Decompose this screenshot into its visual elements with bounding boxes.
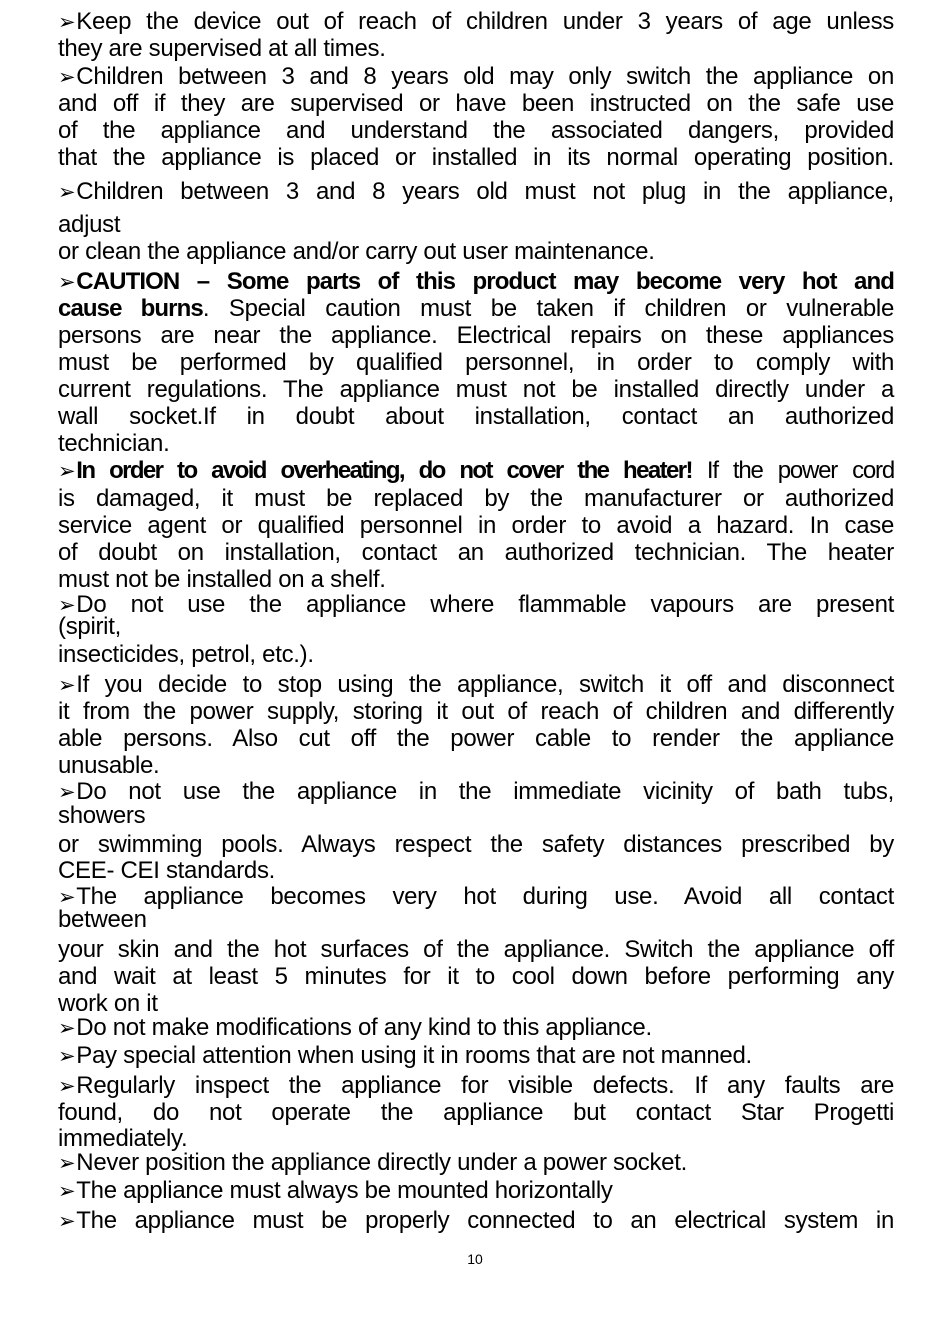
bullet-line [58, 63, 894, 91]
text-line: Pay special attention when using it in rooms that are not manned. [76, 1042, 752, 1069]
bullet-line [58, 1177, 894, 1205]
text-line: or swimming pools. Always respect the safety distances prescribed by [58, 831, 894, 858]
arrow-bullet-icon: ➢ [58, 885, 76, 909]
text-line: it from the power supply, storing it out of reach of children and differently [58, 698, 894, 725]
bullet-line [58, 1042, 894, 1070]
text-line: Never position the appliance directly under a power socket. [76, 1149, 687, 1176]
bullet-line [58, 671, 894, 699]
text-line: persons are near the appliance. Electrical repairs on these appliances [58, 322, 894, 349]
text-line: or clean the appliance and/or carry out user maintenance. [58, 238, 655, 265]
page-number: 10 [467, 1251, 483, 1267]
text-line: able persons. Also cut off the power cable to render the appliance [58, 725, 894, 752]
text-line: must be performed by qualified personnel, in order to comply with [58, 349, 894, 376]
text-line: and off if they are supervised or have been instructed on the safe use [58, 90, 894, 117]
arrow-bullet-icon: ➢ [58, 459, 76, 483]
text-line: wall socket.If in doubt about installation, contact an authorized [58, 403, 894, 430]
text-line: unusable. [58, 752, 160, 779]
text-line: If you decide to stop using the appliance, switch it off and disconnect [76, 671, 894, 698]
arrow-bullet-icon: ➢ [58, 593, 76, 617]
text-line: and wait at least 5 minutes for it to cool down before performing any [58, 963, 894, 990]
text-line: current regulations. The appliance must not be installed directly under a [58, 376, 894, 403]
text-line: that the appliance is placed or installed in its normal operating position. [58, 144, 894, 171]
text-line: service agent or qualified personnel in order to avoid a hazard. In case [58, 512, 894, 539]
arrow-bullet-icon: ➢ [58, 65, 76, 89]
text-line: Do not make modifications of any kind to this appliance. [76, 1014, 652, 1041]
text-line: work on it [58, 990, 158, 1017]
arrow-bullet-icon: ➢ [58, 270, 76, 294]
text-line: insecticides, petrol, etc.). [58, 641, 314, 668]
text-line: Do not use the appliance where flammable vapours are present [76, 591, 894, 618]
text-line: of the appliance and understand the associated dangers, provided [58, 117, 894, 144]
bullet-line [58, 457, 894, 485]
text-line: The appliance must be properly connected to an electrical system in [76, 1207, 894, 1234]
text-line [58, 295, 894, 323]
text-line: Keep the device out of reach of children under 3 years of age unless [76, 8, 894, 35]
bullet-line [58, 178, 894, 206]
text-line: Do not use the appliance in the immediate vicinity of bath tubs, [76, 778, 894, 805]
arrow-bullet-icon: ➢ [58, 1074, 76, 1098]
overheating-warning: In order to avoid overheating, do not cover the heater! [76, 457, 692, 484]
text-line: technician. [58, 430, 170, 457]
arrow-bullet-icon: ➢ [58, 1016, 76, 1040]
arrow-bullet-icon: ➢ [58, 1209, 76, 1233]
bullet-line [58, 8, 894, 36]
text-line: of doubt on installation, contact an authorized technician. The heater [58, 539, 894, 566]
caution-heading-end: cause burns [58, 295, 203, 322]
arrow-bullet-icon: ➢ [58, 10, 76, 34]
arrow-bullet-icon: ➢ [58, 780, 76, 804]
text-line: between [58, 906, 147, 933]
bullet-line [58, 1072, 894, 1100]
text-line: adjust [58, 211, 121, 238]
text-line: showers [58, 802, 146, 829]
text-line: The appliance must always be mounted horizontally [76, 1177, 613, 1204]
arrow-bullet-icon: ➢ [58, 1044, 76, 1068]
text-line: is damaged, it must be replaced by the manufacturer or authorized [58, 485, 894, 512]
text-line: Regularly inspect the appliance for visible defects. If any faults are [76, 1072, 894, 1099]
text-line: Children between 3 and 8 years old may only switch the appliance on [76, 63, 894, 90]
caution-heading: CAUTION – Some parts of this product may become very hot and [76, 268, 894, 295]
text-line: CEE- CEI standards. [58, 857, 276, 884]
bullet-line [58, 1207, 894, 1235]
bullet-line [58, 268, 894, 296]
text-span: . Special caution must be taken if children or vulnerable [202, 295, 894, 322]
arrow-bullet-icon: ➢ [58, 673, 76, 697]
text-line: (spirit, [58, 613, 121, 640]
arrow-bullet-icon: ➢ [58, 180, 76, 204]
arrow-bullet-icon: ➢ [58, 1151, 76, 1175]
bullet-line [58, 1149, 894, 1177]
text-line: found, do not operate the appliance but contact Star Progetti [58, 1099, 894, 1126]
text-line: your skin and the hot surfaces of the appliance. Switch the appliance off [58, 936, 894, 963]
arrow-bullet-icon: ➢ [58, 1179, 76, 1203]
text-line: must not be installed on a shelf. [58, 566, 386, 593]
text-line: The appliance becomes very hot during use. Avoid all contact [76, 883, 894, 910]
text-span: If the power cord [691, 457, 894, 484]
text-line: Children between 3 and 8 years old must not plug in the appliance, [76, 178, 894, 205]
bullet-line [58, 1014, 894, 1042]
text-line: they are supervised at all times. [58, 35, 386, 62]
text-line: immediately. [58, 1125, 188, 1152]
